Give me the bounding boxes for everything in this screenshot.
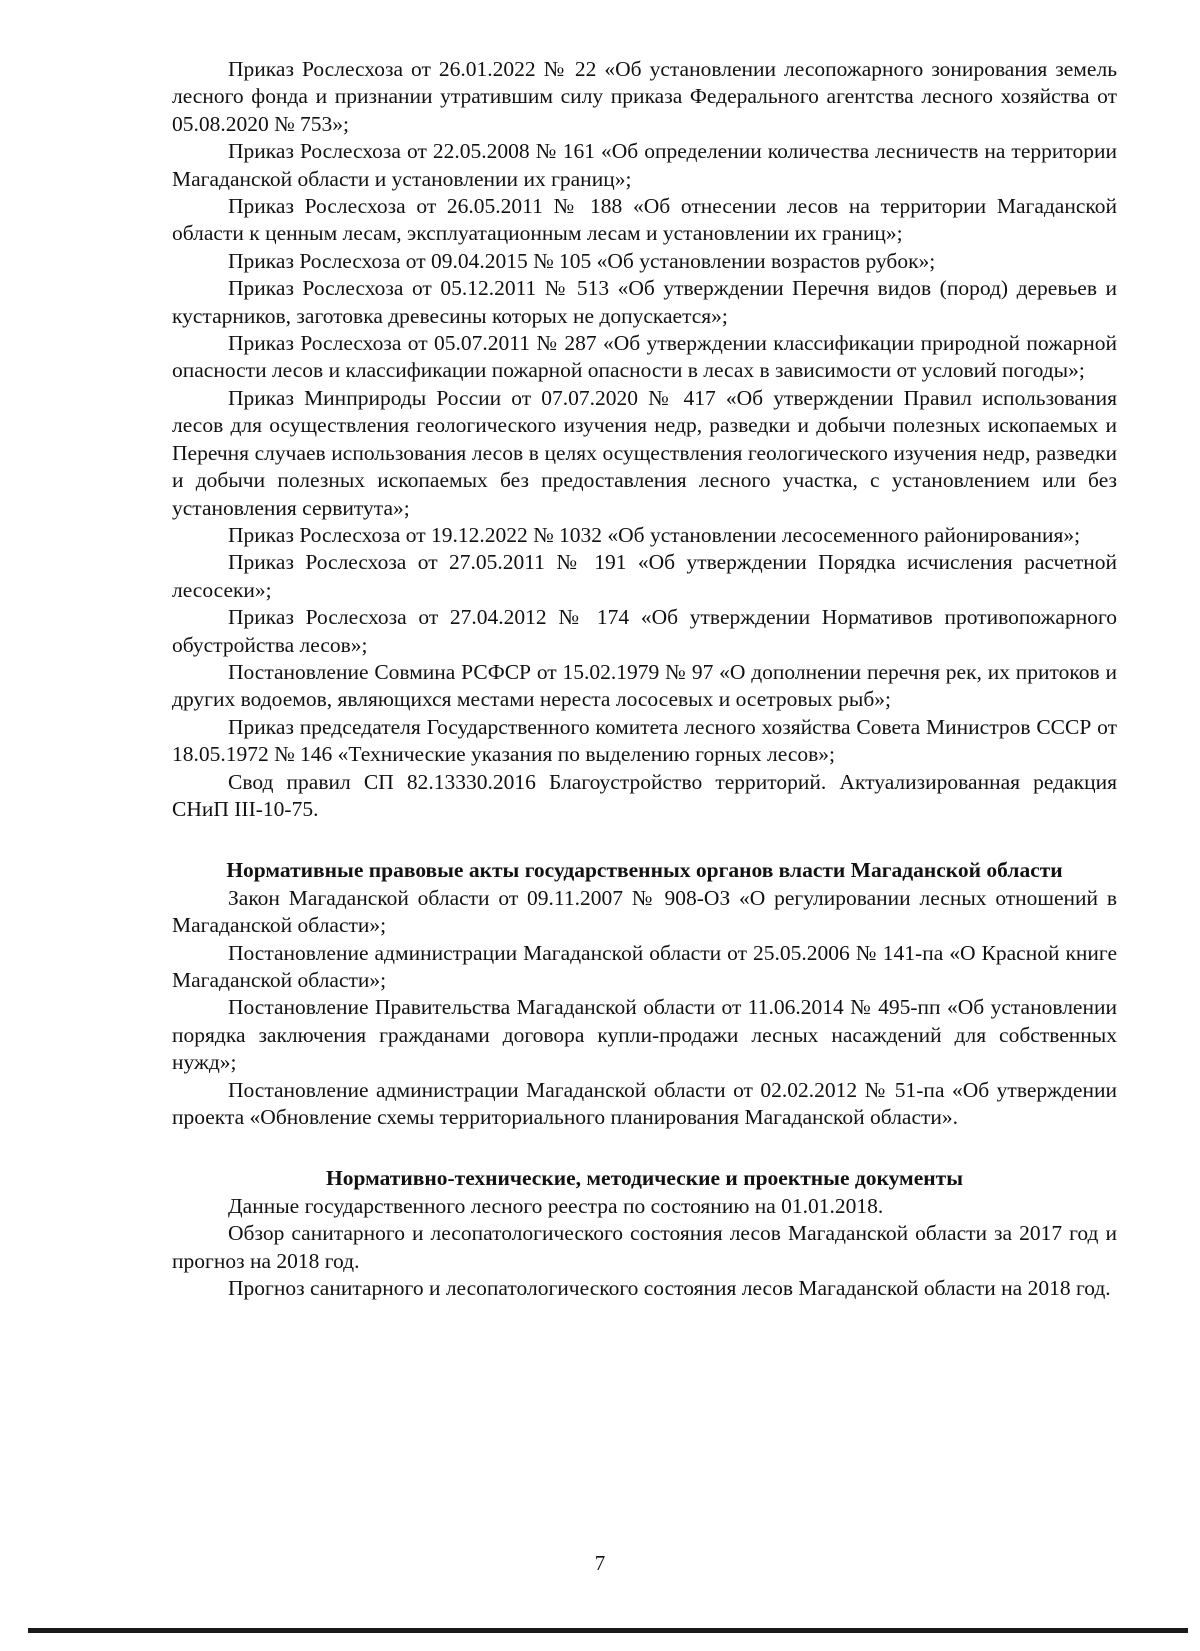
list-item: Постановление Правительства Магаданской области от 11.06.2014 № 495-пп «Об установлении порядка заключения гражданами договора купли-продажи лесных насаждений для собственных нужд»; <box>172 995 1117 1075</box>
section-heading-technical: Нормативно-технические, методические и проектные документы <box>326 1166 963 1191</box>
list-item: Закон Магаданской области от 09.11.2007 № 908-ОЗ «О регулировании лесных отношений в Магаданской области»; <box>172 885 1117 938</box>
list-item: Приказ Рослесхоза от 22.05.2008 № 161 «Об определении количества лесничеств на территории Магаданской области и установлении их границ»; <box>172 139 1117 191</box>
list-item: Приказ Рослесхоза от 05.12.2011 № 513 «Об утверждении Перечня видов (пород) деревьев и кустарников, заготовка древесины которых не допускается»; <box>172 276 1117 328</box>
list-item: Приказ Рослесхоза от 27.04.2012 № 174 «Об утверждении Нормативов противопожарного обустройства лесов»; <box>172 605 1117 657</box>
list-item: Приказ Рослесхоза от 27.05.2011 № 191 «Об утверждении Порядка исчисления расчетной лесосеки»; <box>172 550 1117 602</box>
list-item: Приказ председателя Государственного комитета лесного хозяйства Совета Министров СССР от 18.05.1972 № 146 «Технические указания по выделению горных лесов»; <box>172 714 1117 767</box>
list-item: Свод правил СП 82.13330.2016 Благоустройство территорий. Актуализированная редакция СНиП III-10-75. <box>172 769 1117 821</box>
list-item: Прогноз санитарного и лесопатологического состояния лесов Магаданской области на 2018 год. <box>228 1276 1111 1301</box>
section-federal-acts <box>172 56 1117 823</box>
list-item: Приказ Рослесхоза от 05.07.2011 № 287 «Об утверждении классификации природной пожарной опасности лесов и классификации пожарной опасности в лесах в зависимости от условий погоды»; <box>172 331 1117 383</box>
list-item: Приказ Минприроды России от 07.07.2020 № 417 «Об утверждении Правил использования лесов для осуществления геологического изучения недр, разведки и добычи полезных ископаемых и Перечня случаев использования лесов в целях осуществления геологического изучения недр, разведки и добычи полезных ископаемых без предоставления лесного участка, с установлением или без установления сервитута»; <box>172 385 1117 520</box>
list-item: Обзор санитарного и лесопатологического состояния лесов Магаданской области за 2017 год и прогноз на 2018 год. <box>172 1221 1117 1273</box>
section-heading-regional: Нормативные правовые акты государственных органов власти Магаданской области <box>226 858 1063 883</box>
list-item: Приказ Рослесхоза от 19.12.2022 № 1032 «Об установлении лесосеменного районирования»; <box>228 522 1081 547</box>
section-technical-documents <box>172 1165 1117 1302</box>
scan-edge-divider <box>28 1628 1188 1633</box>
document-body <box>172 56 1117 1302</box>
list-item: Постановление администрации Магаданской области от 02.02.2012 № 51-па «Об утверждении проекта «Обновление схемы территориального планирования Магаданской области». <box>172 1077 1117 1130</box>
list-item: Постановление Совмина РСФСР от 15.02.1979 № 97 «О дополнении перечня рек, их притоков и других водоемов, являющихся местами нереста лососевых и осетровых рыб»; <box>172 659 1117 712</box>
list-item: Приказ Рослесхоза от 26.01.2022 № 22 «Об установлении лесопожарного зонирования земель лесного фонда и признании утратившим силу приказа Федерального агентства лесного хозяйства от 05.08.2020 № 753»; <box>172 57 1117 136</box>
section-regional-acts <box>172 857 1117 1131</box>
list-item: Постановление администрации Магаданской области от 25.05.2006 № 141-па «О Красной книге Магаданской области»; <box>172 940 1117 992</box>
list-item: Приказ Рослесхоза от 09.04.2015 № 105 «Об установлении возрастов рубок»; <box>228 248 936 273</box>
list-item: Данные государственного лесного реестра по состоянию на 01.01.2018. <box>228 1193 884 1218</box>
page-number: 7 <box>594 1551 606 1575</box>
list-item: Приказ Рослесхоза от 26.05.2011 № 188 «Об отнесении лесов на территории Магаданской области к ценным лесам, эксплуатационным лесам и установлении их границ»; <box>172 194 1117 246</box>
